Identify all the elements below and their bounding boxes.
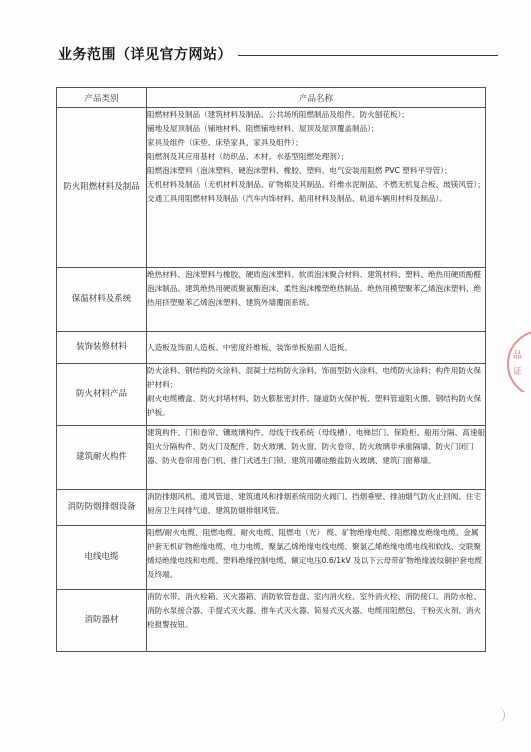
product-line: 交通工具用阻燃材料及制品（汽车内饰材料、船用材料及制品、轨道车辆用材料及制品）。 <box>147 194 447 203</box>
page-edge-mark <box>494 707 505 723</box>
product-names-cell <box>147 364 486 426</box>
product-line: 防火涂料、钢结构防火涂料、混凝土结构防火涂料、饰面型防火涂料、电缆防火涂料；构件用防火保护材料； <box>147 366 482 389</box>
table-row <box>57 332 486 364</box>
product-line: 阻燃剂及其应用基材（纺织品、木材、水基型阻燃处理剂）； <box>147 152 349 161</box>
table-row <box>57 526 486 590</box>
category-cell: 装饰装修材料 <box>57 332 147 364</box>
table-row <box>57 426 486 490</box>
product-line: 建筑构件、门和卷帘、镶玻璃构件、母线干线系统（母线槽）、电梯层门、保险柜、船用分隔、高速船阻火分隔构件、防火门及配件、防火玻璃、防火窗、防火卷帘、防火玻璃非承重隔墙、防火门闭门器、防火卷帘用卷门机、推门式逃生门锁、建筑用硼硅酸盐防火玻璃、建筑门窗幕墙。 <box>147 428 485 465</box>
section-heading: 业务范围（详见官方网站） <box>58 47 232 63</box>
category-cell: 保温材料及系统 <box>57 268 147 332</box>
section-heading-row <box>58 43 498 65</box>
table-row <box>57 590 486 652</box>
category-cell: 防火阻燃材料及制品 <box>57 108 147 268</box>
category-cell: 防火材料产品 <box>57 364 147 426</box>
product-line: 消防排烟风机、通风管道、建筑通风和排烟系统用防火阀门、挡烟垂壁、排油烟气防火止回阀、住宅厨房卫生间排气道、建筑防烟排烟风管。 <box>147 492 482 515</box>
product-names-cell <box>147 268 486 332</box>
seal-ring <box>507 330 531 392</box>
product-line: 铺地及屋顶制品（铺地材料、阻燃铺地材料、屋顶及屋顶覆盖制品）； <box>147 124 379 133</box>
header-product-name: 产品名称 <box>147 88 486 108</box>
seal-char: 品 <box>513 351 523 361</box>
table-row <box>57 268 486 332</box>
category-cell: 电线电缆 <box>57 526 147 590</box>
table-row <box>57 490 486 526</box>
heading-rule <box>238 55 498 56</box>
table-row <box>57 364 486 426</box>
category-cell: 消防器材 <box>57 590 147 652</box>
category-cell: 建筑耐火构件 <box>57 426 147 490</box>
product-names-cell <box>147 332 486 364</box>
product-line: 阻燃材料及制品（建筑材料及制品、公共场所阻燃制品及组件、防火刨花板）； <box>147 110 409 119</box>
product-names-cell <box>147 526 486 590</box>
business-scope-table <box>56 87 486 652</box>
product-names-cell <box>147 490 486 526</box>
table-row <box>57 108 486 268</box>
product-names-cell <box>147 590 486 652</box>
product-line: 阻燃/耐火电缆、阻燃电缆、耐火电缆、阻燃电（光） 缆、矿物绝缘电缆、阻燃橡皮绝缘电缆、金属护套无机矿物绝缘电缆、电力电缆、聚氯乙烯绝缘电线电缆、聚氯乙烯绝缘电缆电线和软线、交联聚烯烃绝缘电线和电缆、塑料绝缘控制电缆、额定电压0.6/1kV 及以下云母带矿物绝缘波纹铜护套电缆及终端。 <box>147 528 483 579</box>
table-header-row <box>57 88 486 108</box>
product-line: 家具及组件（床垫、床垫家具、家具及组件）； <box>147 138 303 147</box>
official-seal-stamp <box>507 330 531 392</box>
product-line: 阻燃泡沫塑料（泡沫塑料、硬泡沫塑料、橡胶、塑料、电气安装用阻燃 PVC 塑料平导管）； <box>147 166 452 175</box>
header-category: 产品类别 <box>57 88 147 108</box>
product-line: 耐火电缆槽盒、防火封堵材料、防火膨胀密封件、隧道防火保护板、塑料管道阻火圈、钢结构防火保护板。 <box>147 394 482 417</box>
product-line: 消防水带、消火栓箱、灭火器箱、消防软管卷盘、室内消火栓、室外消火栓、消防接口、消防水枪、消防水泵接合器、手提式灭火器、推车式灭火器、简易式灭火器、电缆用阻燃包、干粉灭火剂、消火栓报警按钮。 <box>147 592 482 629</box>
product-line: 无机材料及制品（无机材料及制品、矿物棉及其制品、纤维水泥制品、不燃无机复合板、玻镁风管）； <box>147 180 485 189</box>
seal-char: 证 <box>513 367 523 377</box>
product-line: 人造板及饰面人造板、中密度纤维板、装饰单板贴面人造板。 <box>147 342 353 352</box>
category-cell: 消防防烟排烟设备 <box>57 490 147 526</box>
product-names-cell <box>147 426 486 490</box>
product-names-cell <box>147 108 486 268</box>
product-line: 绝热材料、泡沫塑料与橡胶、硬质泡沫塑料、软质泡沫聚合材料、建筑材料、塑料、绝热用硬质酚醛泡沫制品、建筑绝热用硬质聚氨酯泡沫、柔性泡沫橡塑绝热制品、绝热用模塑聚苯乙烯泡沫塑料、绝热用挤塑聚苯乙烯泡沫塑料、建筑外墙覆面系统。 <box>147 270 482 307</box>
